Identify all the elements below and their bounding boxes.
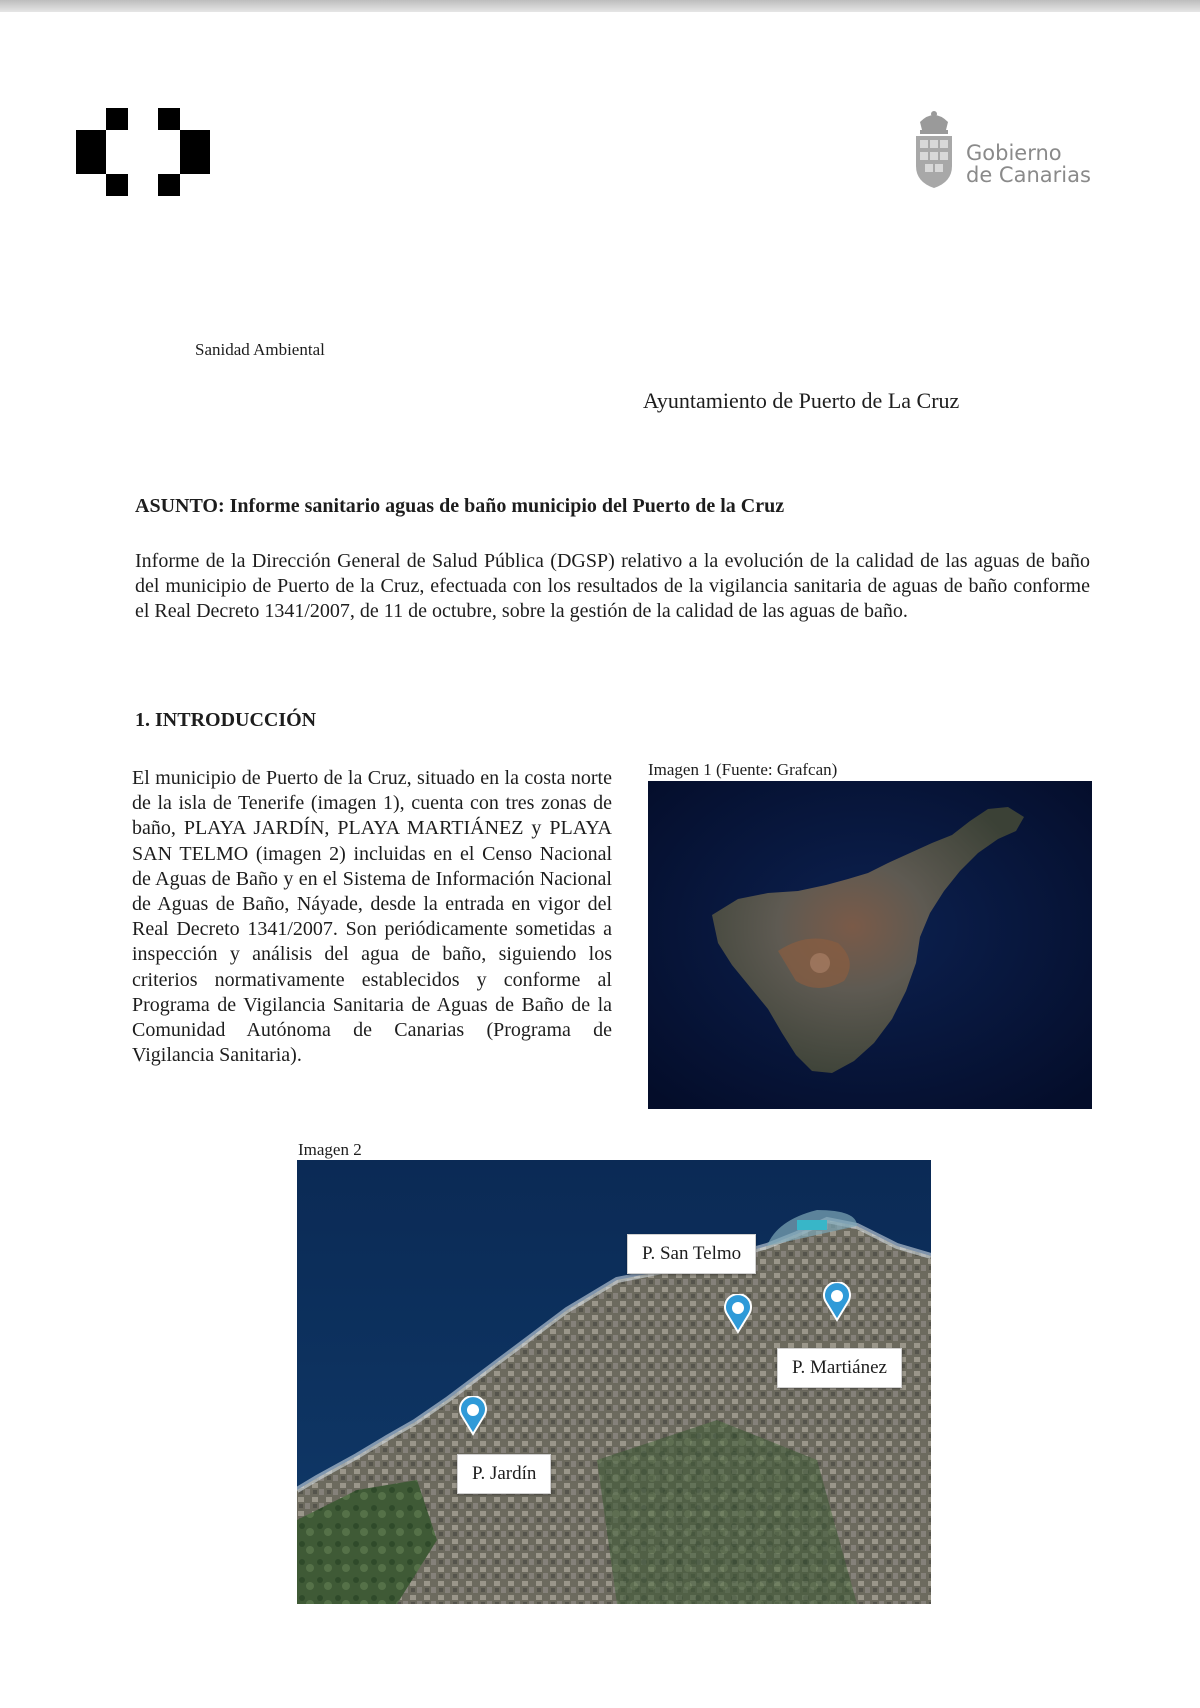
label-san-telmo: P. San Telmo <box>627 1234 756 1274</box>
image1-caption: Imagen 1 (Fuente: Grafcan) <box>648 760 838 779</box>
puerto-cruz-aerial-image <box>297 1160 931 1604</box>
label-martianez: P. Martiánez <box>777 1348 902 1388</box>
label-jardin: P. Jardín <box>457 1454 551 1494</box>
beach-pin-icon <box>822 1282 852 1322</box>
recipient: Ayuntamiento de Puerto de La Cruz <box>643 388 960 413</box>
gobierno-canarias-logo <box>910 108 1100 198</box>
logo-line-1: Gobierno <box>966 141 1062 165</box>
department-label: Sanidad Ambiental <box>195 340 325 359</box>
section-paragraph: El municipio de Puerto de la Cruz, situado en la costa norte de la isla de Tenerife (imagen 1), cuenta con tres zonas de baño, PLAYA JARDÍN, PLAYA MARTIÁNEZ y PLAYA SAN TELMO (imagen 2) incluidas en el Censo Nacional de Aguas de Baño y en el Sistema de Información Nacional de Aguas de Baño, Náyade, desde la entrada en vigor del Real Decreto 1341/2007. Son periódicamente sometidas a inspección y análisis del agua de baño, siguiendo los criterios normativamente establecidos y conforme al Programa de Vigilancia Sanitaria de Aguas de Baño de la Comunidad Autónoma de Canarias (Programa de Vigilancia Sanitaria). <box>132 767 612 1067</box>
beach-pin-icon <box>458 1396 488 1436</box>
section-heading: 1. INTRODUCCIÓN <box>135 709 317 731</box>
coat-of-arms-icon <box>910 108 958 192</box>
image2-caption: Imagen 2 <box>298 1140 362 1159</box>
subject-line: ASUNTO: Informe sanitario aguas de baño municipio del Puerto de la Cruz <box>135 495 785 517</box>
gobierno-canarias-text <box>966 142 1091 186</box>
top-edge-shadow <box>0 0 1200 12</box>
beach-pin-icon <box>723 1294 753 1334</box>
tenerife-satellite-image <box>648 781 1092 1109</box>
intro-paragraph: Informe de la Dirección General de Salud Pública (DGSP) relativo a la evolución de la calidad de las aguas de baño del municipio de Puerto de la Cruz, efectuada con los resultados de la vigilancia sanitaria de aguas de baño conforme el Real Decreto 1341/2007, de 11 de octubre, sobre la gestión de la calidad de las aguas de baño. <box>135 550 1090 622</box>
pixel-cross-logo-icon <box>76 108 216 198</box>
logo-line-2: de Canarias <box>966 163 1091 187</box>
